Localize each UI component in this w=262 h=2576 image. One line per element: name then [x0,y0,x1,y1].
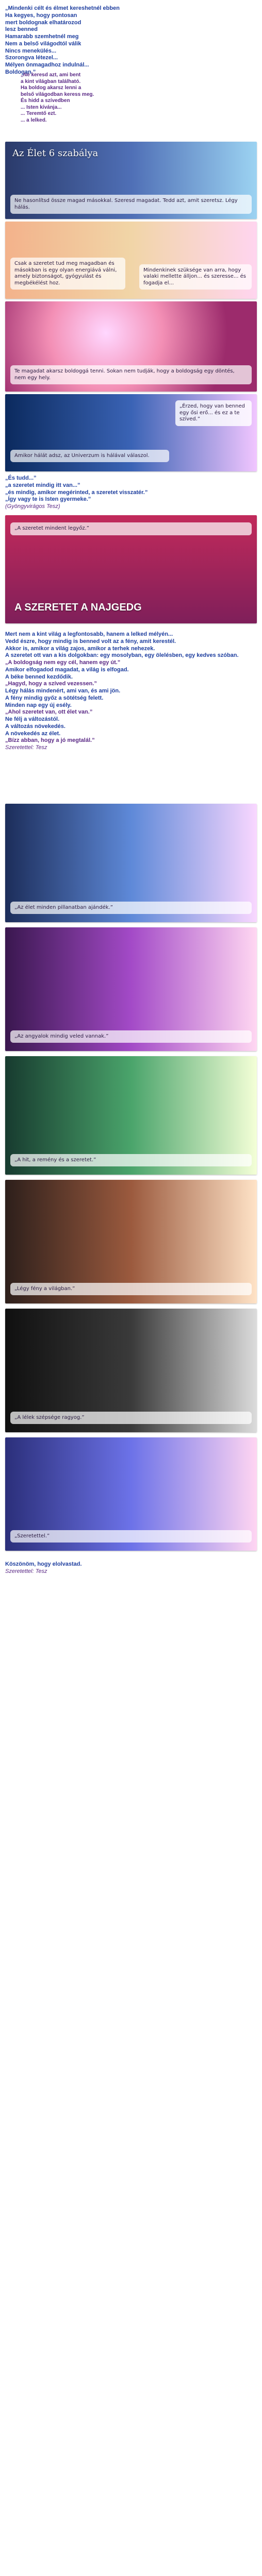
footer-line-1: Köszönöm, hogy elolvastad. [5,1561,82,1567]
image-2-caption-left: Csak a szeretet tud meg magadban és másokban is egy olyan energiává válni, amely biztonságot, gyógyulást és megbékélést hoz. [10,258,125,290]
image-7 [5,927,257,1051]
quote-1-author: (Gyöngyvirágos Tesz) [5,503,60,510]
header-line-10: Boldogan.” [5,69,36,75]
image-1-title: Az Élet 6 szabálya [12,148,99,159]
image-1 [5,142,257,219]
image-4 [5,394,257,471]
header-line-4: lesz benned [5,26,38,33]
body-line-2: Vedd észre, hogy mindig is benned volt az a fény, amit kerestél. [5,638,176,645]
body-line-1: Mert nem a kint világ a legfontosabb, hanem a lelked mélyén... [5,631,173,637]
intro-line-7: ... Teremtő ezt. [21,111,57,116]
image-8-caption: „A hit, a remény és a szeretet.” [10,1154,252,1167]
intro-right [21,72,253,124]
image-5 [5,515,257,623]
body-line-6: Amikor elfogadod magadat, a világ is elfogad. [5,666,129,673]
image-6 [5,804,257,922]
header-line-3: mert boldognak elhatározod [5,19,81,26]
header-line-1: „Mindenki célt és élmet kereshetnél ebben [5,5,120,11]
image-5-title: A SZERETET A NAJGEDG [14,602,142,613]
intro-line-3: Ha boldog akarsz lenni a [21,85,81,91]
body-line-5: „A boldogság nem egy cél, hanem egy út.” [5,659,121,666]
intro-line-8: ... a lelked. [21,117,47,123]
quote-1-line-2: „a szeretet mindig itt van...” [5,482,80,488]
body-line-15: A növekedés az élet. [5,730,61,737]
quote-1-line-3: „és mindig, amikor megérinted, a szeretet visszatér.” [5,489,148,496]
intro-line-5: És hidd a szívedben [21,98,72,104]
image-10 [5,1309,257,1432]
footer-line-2: Szeretettel: Tesz [5,1568,47,1574]
image-8 [5,1056,257,1175]
header-line-8: Szorongva létezel... [5,55,58,61]
header-line-5: Hamarabb szemhetnél meg [5,33,79,40]
image-11 [5,1437,257,1551]
quote-1-line-4: „Így vagy te is Isten gyermeke.” [5,496,91,503]
body-line-4: A szeretet ott van a kis dolgokban: egy mosolyban, egy ölelésben, egy kedves szóban. [5,652,239,659]
image-2-caption-right: Mindenkinek szüksége van arra, hogy valaki mellette álljon... és szeresse... és fogadja el... [139,264,252,290]
header-line-2: Ha kegyes, hogy pontosan [5,12,77,19]
body-line-10: A fény mindig győz a sötétség felett. [5,694,104,701]
image-6-caption: „Az élet minden pillanatban ajándék.” [10,902,252,914]
image-1-caption: Ne hasonlítsd össze magad másokkal. Szeresd magadat. Tedd azt, amit szeretsz. Légy hálás. [10,195,252,214]
body-line-16: „Bízz abban, hogy a jó megtalál.” [5,737,95,744]
image-3 [5,301,257,392]
body-line-8: „Hagyd, hogy a szíved vezessen.” [5,681,97,687]
header-line-6: Nem a belső világodtól válik [5,40,81,47]
image-9 [5,1180,257,1303]
image-3-caption: Te magadat akarsz boldoggá tenni. Sokan nem tudják, hogy a boldogság egy döntés, nem egy hely. [10,365,252,384]
image-11-caption: „Szeretettel.” [10,1530,252,1543]
intro-line-2: a kint világban található. [21,78,81,84]
quote-1 [5,475,257,511]
intro-line-4: belső világodban keress meg. [21,91,94,97]
header-line-7: Nincs menekülés... [5,47,57,54]
footer [5,1561,257,1575]
intro-line-6: ... Isten kívánja... [21,104,63,110]
image-4-small: „Érzed, hogy van benned egy ősi erő... és ez a te szíved.” [175,400,252,426]
header-text [5,5,257,76]
body-line-9: Légy hálás mindenért, ami van, és ami jön. [5,688,121,694]
body-text [5,631,257,752]
body-line-3: Akkor is, amikor a világ zajos, amikor a terhek nehezek. [5,645,155,652]
image-7-caption: „Az angyalok mindig veled vannak.” [10,1030,252,1043]
intro-line-1: „Ne keresd azt, ami bent [21,72,82,78]
header-line-9: Mélyen önmagadhoz indulnál... [5,62,89,68]
image-2 [5,222,257,299]
body-line-17: Szeretettel: Tesz [5,744,47,751]
body-line-14: A változás növekedés. [5,723,66,730]
image-4-caption: Amikor hálát adsz, az Univerzum is hálával válaszol. [10,450,169,463]
image-9-caption: „Légy fény a világban.” [10,1283,252,1296]
body-line-13: Ne félj a változástól. [5,716,60,722]
quote-1-line-1: „És tudd...” [5,475,37,481]
image-5-caption: „A szeretet mindent legyőz.” [10,522,252,535]
body-line-12: „Ahol szeretet van, ott élet van.” [5,709,93,716]
image-10-caption: „A lélek szépsége ragyog.” [10,1412,252,1425]
body-line-11: Minden nap egy új esély. [5,702,72,708]
body-line-7: A béke benned kezdődik. [5,673,73,680]
